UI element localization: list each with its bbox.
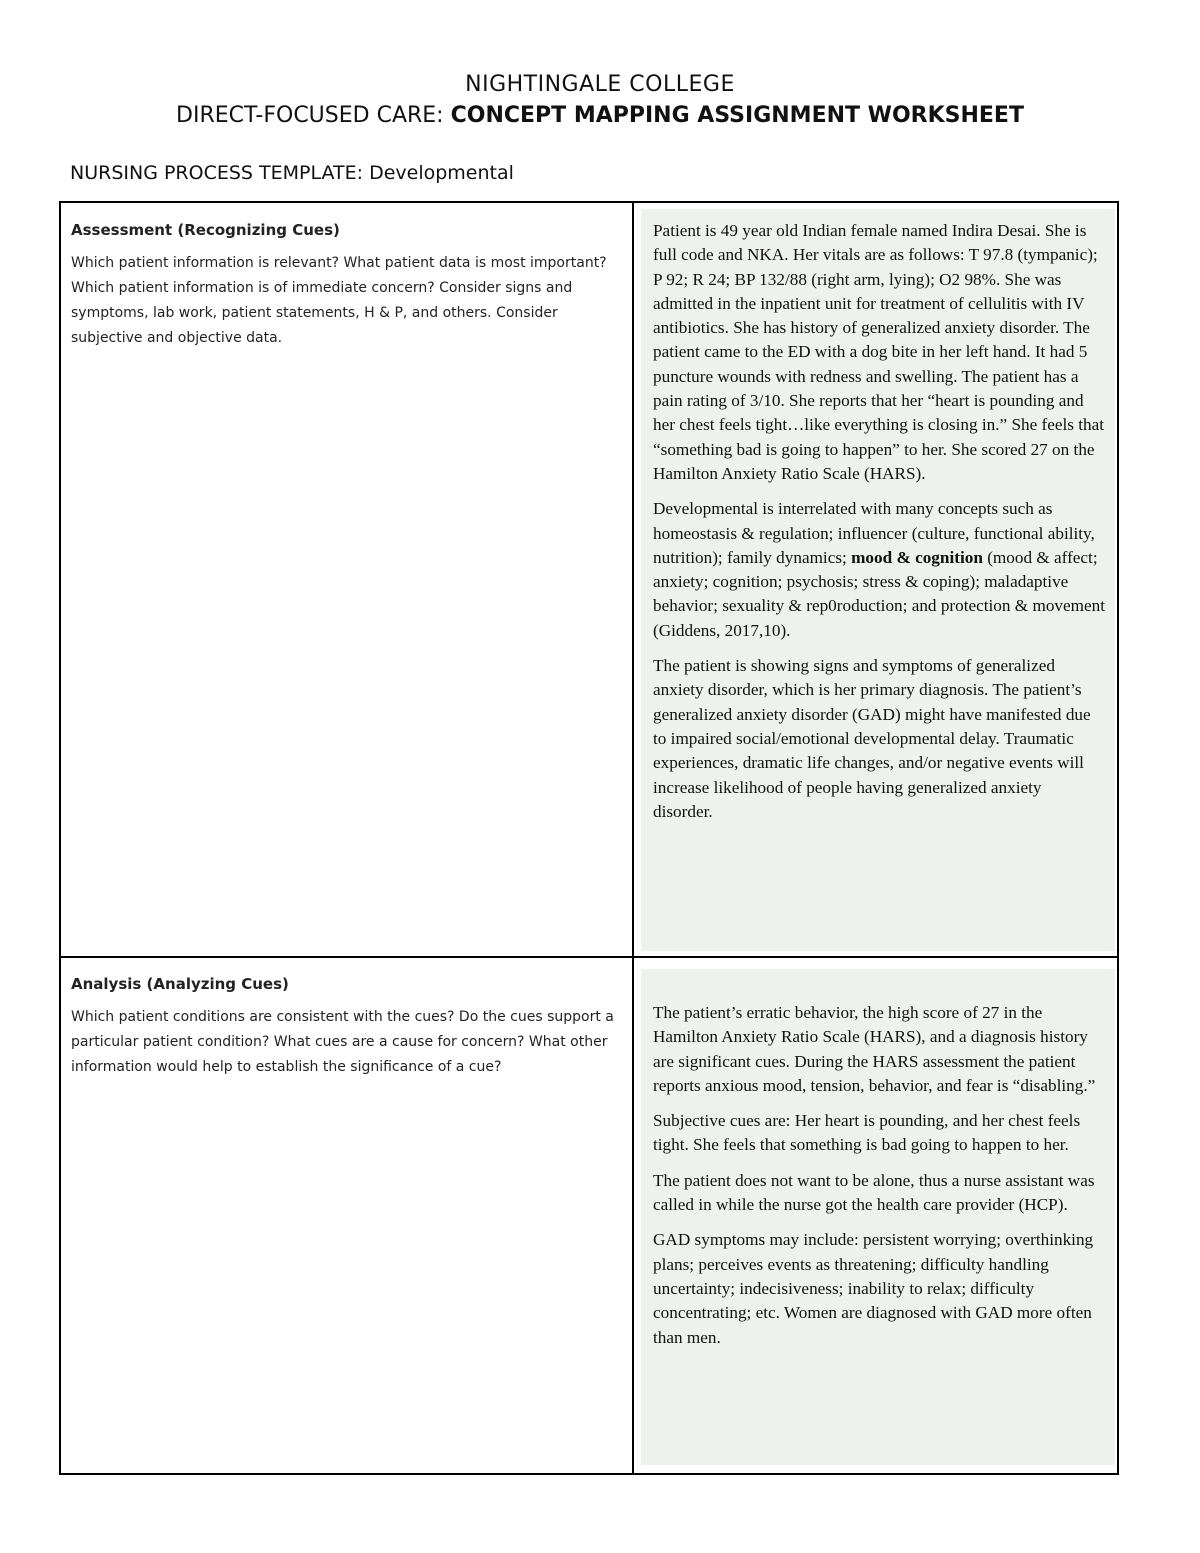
assessment-response-cell[interactable] <box>641 209 1115 951</box>
college-name: NIGHTINGALE COLLEGE <box>465 72 735 97</box>
template-label: NURSING PROCESS TEMPLATE: Developmental <box>70 162 514 184</box>
analysis-paragraph: The patient’s erratic behavior, the high score of 27 in the Hamilton Anxiety Ratio Scale (HARS), and a diagnosis history are significant cues. During the HARS assessment the patient reports anxious mood, tension, behavior, and fear is “disabling.” <box>653 1003 1096 1095</box>
worksheet-title-prefix: DIRECT-FOCUSED CARE: <box>176 103 451 128</box>
assessment-prompt-cell <box>71 219 616 351</box>
analysis-paragraph: GAD symptoms may include: persistent worrying; overthinking plans; perceives events as threatening; difficulty handling uncertainty; indecisiveness; inability to relax; difficulty concentrating; etc. Women are diagnosed with GAD more often than men. <box>653 1230 1094 1347</box>
worksheet-table <box>59 201 1119 1475</box>
assessment-prompt: Which patient information is relevant? What patient data is most important? Which patient information is of immediate concern? Consider signs and symptoms, lab work, patient statements, H & P, and others. Consider subjective and objective data. <box>71 255 607 346</box>
assessment-heading: Assessment (Recognizing Cues) <box>71 221 340 239</box>
assessment-para2-bold: mood & cognition <box>851 547 983 567</box>
column-divider <box>632 203 634 1473</box>
analysis-paragraph: Subjective cues are: Her heart is pounding, and her chest feels tight. She feels that something is bad going to happen to her. <box>653 1111 1081 1155</box>
analysis-prompt-cell <box>71 973 616 1080</box>
analysis-paragraph: The patient does not want to be alone, thus a nurse assistant was called in while the nurse got the health care provider (HCP). <box>653 1170 1095 1215</box>
assessment-paragraph: Patient is 49 year old Indian female named Indira Desai. She is full code and NKA. Her vitals are as follows: T 97.8 (tympanic); P 92; R 24; BP 132/88 (right arm, lying); O2 98%. She was admitted in the inpatient unit for treatment of cellulitis with IV antibiotics. She has history of generalized anxiety disorder. The patient came to the ED with a dog bite in her left hand. It had 5 puncture wounds with redness and swelling. The patient has a pain rating of 3/10. She reports that her “heart is pounding and her chest feels tight…like everything is closing in.” She feels that “something bad is going to happen” to her. She scored 27 on the Hamilton Anxiety Ratio Scale (HARS). <box>653 221 1105 483</box>
assessment-para2-start: Developmental is interrelated with many concepts such as homeostasis & regulation; influencer (culture, functional ability, nutrition); family dynamics; <box>653 499 1095 567</box>
row-divider <box>61 956 1117 958</box>
worksheet-title <box>0 100 1200 132</box>
assessment-para2-end: (mood & affect; anxiety; cognition; psychosis; stress & coping); maladaptive behavior; sexuality & rep0roduction; and protection & movement (Giddens, 2017,10). <box>653 547 1106 640</box>
analysis-heading: Analysis (Analyzing Cues) <box>71 975 289 993</box>
assessment-paragraph <box>653 497 1105 643</box>
assessment-paragraph: The patient is showing signs and symptoms of generalized anxiety disorder, which is her primary diagnosis. The patient’s generalized anxiety disorder (GAD) might have manifested due to impaired social/emotional developmental delay. Traumatic experiences, dramatic life changes, and/or negative events will increase likelihood of people having generalized anxiety disorder. <box>653 656 1091 821</box>
analysis-prompt: Which patient conditions are consistent with the cues? Do the cues support a particular patient condition? What cues are a cause for concern? What other information would help to establish the significance of a cue? <box>71 1009 614 1075</box>
analysis-response-cell[interactable] <box>641 969 1115 1465</box>
worksheet-title-bold: CONCEPT MAPPING ASSIGNMENT WORKSHEET <box>450 103 1024 128</box>
document-header <box>0 70 1200 132</box>
